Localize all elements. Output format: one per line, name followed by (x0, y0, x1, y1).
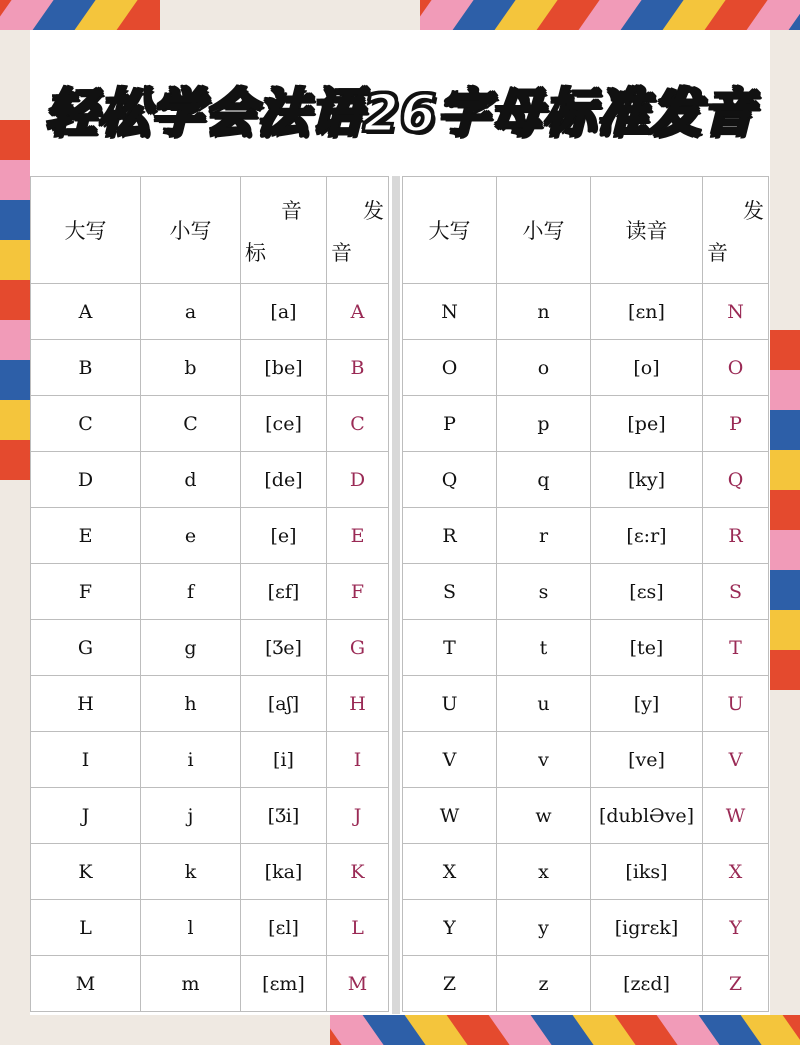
ipa-cell: [ve] (591, 732, 703, 788)
pronunciation-audio-cell[interactable]: J (327, 788, 389, 844)
ipa-cell: [aʃ] (241, 676, 327, 732)
uppercase-cell: T (403, 620, 497, 676)
lowercase-cell: w (497, 788, 591, 844)
table-row (403, 788, 769, 844)
table-row (403, 340, 769, 396)
uppercase-cell: G (31, 620, 141, 676)
lowercase-cell: b (141, 340, 241, 396)
ipa-cell: [ɛf] (241, 564, 327, 620)
uppercase-cell: O (403, 340, 497, 396)
header-phonetic (241, 177, 327, 284)
ipa-cell: [igrɛk] (591, 900, 703, 956)
ipa-cell: [a] (241, 284, 327, 340)
pronunciation-audio-cell[interactable]: P (703, 396, 769, 452)
ipa-cell: [zɛd] (591, 956, 703, 1012)
ipa-cell: [y] (591, 676, 703, 732)
ipa-cell: [te] (591, 620, 703, 676)
header-phonetic-top: 音 (281, 199, 302, 223)
ipa-cell: [pe] (591, 396, 703, 452)
alphabet-card (30, 30, 770, 1015)
table-row (31, 900, 389, 956)
uppercase-cell: S (403, 564, 497, 620)
lowercase-cell: C (141, 396, 241, 452)
header-pronunciation (703, 177, 769, 284)
uppercase-cell: Y (403, 900, 497, 956)
lowercase-cell: x (497, 844, 591, 900)
uppercase-cell: J (31, 788, 141, 844)
table-row (31, 508, 389, 564)
ipa-cell: [ka] (241, 844, 327, 900)
pronunciation-audio-cell[interactable]: G (327, 620, 389, 676)
lowercase-cell: g (141, 620, 241, 676)
uppercase-cell: X (403, 844, 497, 900)
pronunciation-audio-cell[interactable]: A (327, 284, 389, 340)
lowercase-cell: l (141, 900, 241, 956)
decorative-stripes-top-right (420, 0, 800, 30)
table-row (31, 340, 389, 396)
lowercase-cell: p (497, 396, 591, 452)
header-phonetic: 读音 (591, 177, 703, 284)
table-row (403, 732, 769, 788)
ipa-cell: [ɛn] (591, 284, 703, 340)
ipa-cell: [ky] (591, 452, 703, 508)
table-row (31, 788, 389, 844)
decorative-stripes-bottom (330, 1015, 800, 1045)
pronunciation-audio-cell[interactable]: L (327, 900, 389, 956)
ipa-cell: [e] (241, 508, 327, 564)
pronunciation-audio-cell[interactable]: D (327, 452, 389, 508)
ipa-cell: [iks] (591, 844, 703, 900)
pronunciation-audio-cell[interactable]: M (327, 956, 389, 1012)
header-pron-top: 发 (743, 199, 764, 223)
pronunciation-audio-cell[interactable]: N (703, 284, 769, 340)
table-header-row (403, 177, 769, 284)
uppercase-cell: Z (403, 956, 497, 1012)
lowercase-cell: y (497, 900, 591, 956)
table-row (31, 676, 389, 732)
uppercase-cell: H (31, 676, 141, 732)
pronunciation-audio-cell[interactable]: K (327, 844, 389, 900)
uppercase-cell: V (403, 732, 497, 788)
lowercase-cell: i (141, 732, 241, 788)
lowercase-cell: e (141, 508, 241, 564)
header-upper: 大写 (31, 177, 141, 284)
lowercase-cell: k (141, 844, 241, 900)
table-row (31, 284, 389, 340)
ipa-cell: [ɛ:r] (591, 508, 703, 564)
ipa-cell: [ɛm] (241, 956, 327, 1012)
pronunciation-audio-cell[interactable]: V (703, 732, 769, 788)
table-row (31, 620, 389, 676)
header-phonetic-bottom: 标 (245, 241, 266, 265)
table-row (403, 396, 769, 452)
pronunciation-audio-cell[interactable]: H (327, 676, 389, 732)
pronunciation-audio-cell[interactable]: E (327, 508, 389, 564)
table-row (403, 508, 769, 564)
page-title: 轻松学会法语26字母标准发音 (44, 84, 756, 144)
ipa-cell: [o] (591, 340, 703, 396)
uppercase-cell: A (31, 284, 141, 340)
uppercase-cell: W (403, 788, 497, 844)
header-lower: 小写 (497, 177, 591, 284)
table-row (403, 452, 769, 508)
uppercase-cell: C (31, 396, 141, 452)
lowercase-cell: a (141, 284, 241, 340)
table-row (403, 676, 769, 732)
ipa-cell: [de] (241, 452, 327, 508)
table-row (31, 956, 389, 1012)
uppercase-cell: F (31, 564, 141, 620)
lowercase-cell: z (497, 956, 591, 1012)
uppercase-cell: N (403, 284, 497, 340)
pronunciation-audio-cell[interactable]: Z (703, 956, 769, 1012)
uppercase-cell: B (31, 340, 141, 396)
lowercase-cell: n (497, 284, 591, 340)
lowercase-cell: r (497, 508, 591, 564)
uppercase-cell: M (31, 956, 141, 1012)
lowercase-cell: j (141, 788, 241, 844)
table-divider (392, 176, 400, 1014)
lowercase-cell: q (497, 452, 591, 508)
uppercase-cell: Q (403, 452, 497, 508)
decorative-side-left (0, 120, 30, 480)
ipa-cell: [Ʒe] (241, 620, 327, 676)
header-pron-bottom: 音 (707, 241, 728, 265)
table-row (403, 844, 769, 900)
uppercase-cell: U (403, 676, 497, 732)
table-row (31, 396, 389, 452)
ipa-cell: [dublƏve] (591, 788, 703, 844)
header-lower: 小写 (141, 177, 241, 284)
pronunciation-audio-cell[interactable]: C (327, 396, 389, 452)
ipa-cell: [ɛs] (591, 564, 703, 620)
table-row (31, 844, 389, 900)
uppercase-cell: K (31, 844, 141, 900)
uppercase-cell: L (31, 900, 141, 956)
ipa-cell: [ɛl] (241, 900, 327, 956)
alphabet-table-left (30, 176, 389, 1012)
lowercase-cell: d (141, 452, 241, 508)
decorative-stripes-top-left (0, 0, 160, 30)
lowercase-cell: o (497, 340, 591, 396)
lowercase-cell: f (141, 564, 241, 620)
uppercase-cell: P (403, 396, 497, 452)
table-row (403, 284, 769, 340)
ipa-cell: [i] (241, 732, 327, 788)
lowercase-cell: t (497, 620, 591, 676)
uppercase-cell: D (31, 452, 141, 508)
pronunciation-audio-cell[interactable]: U (703, 676, 769, 732)
header-pronunciation (327, 177, 389, 284)
table-row (31, 564, 389, 620)
pronunciation-audio-cell[interactable]: W (703, 788, 769, 844)
table-row (31, 452, 389, 508)
header-upper: 大写 (403, 177, 497, 284)
lowercase-cell: m (141, 956, 241, 1012)
table-row (403, 564, 769, 620)
pronunciation-audio-cell[interactable]: X (703, 844, 769, 900)
alphabet-table-right (402, 176, 769, 1012)
uppercase-cell: E (31, 508, 141, 564)
ipa-cell: [be] (241, 340, 327, 396)
table-row (31, 732, 389, 788)
ipa-cell: [ce] (241, 396, 327, 452)
pronunciation-audio-cell[interactable]: Y (703, 900, 769, 956)
header-pron-bottom: 音 (331, 241, 352, 265)
table-row (403, 620, 769, 676)
pronunciation-audio-cell[interactable]: I (327, 732, 389, 788)
pronunciation-audio-cell[interactable]: S (703, 564, 769, 620)
pronunciation-audio-cell[interactable]: F (327, 564, 389, 620)
lowercase-cell: v (497, 732, 591, 788)
uppercase-cell: R (403, 508, 497, 564)
header-pron-top: 发 (363, 199, 384, 223)
pronunciation-audio-cell[interactable]: B (327, 340, 389, 396)
lowercase-cell: s (497, 564, 591, 620)
pronunciation-audio-cell[interactable]: T (703, 620, 769, 676)
pronunciation-audio-cell[interactable]: R (703, 508, 769, 564)
table-row (403, 900, 769, 956)
lowercase-cell: u (497, 676, 591, 732)
table-row (403, 956, 769, 1012)
ipa-cell: [Ʒi] (241, 788, 327, 844)
uppercase-cell: I (31, 732, 141, 788)
pronunciation-audio-cell[interactable]: Q (703, 452, 769, 508)
table-header-row (31, 177, 389, 284)
decorative-side-right (770, 330, 800, 690)
pronunciation-audio-cell[interactable]: O (703, 340, 769, 396)
lowercase-cell: h (141, 676, 241, 732)
